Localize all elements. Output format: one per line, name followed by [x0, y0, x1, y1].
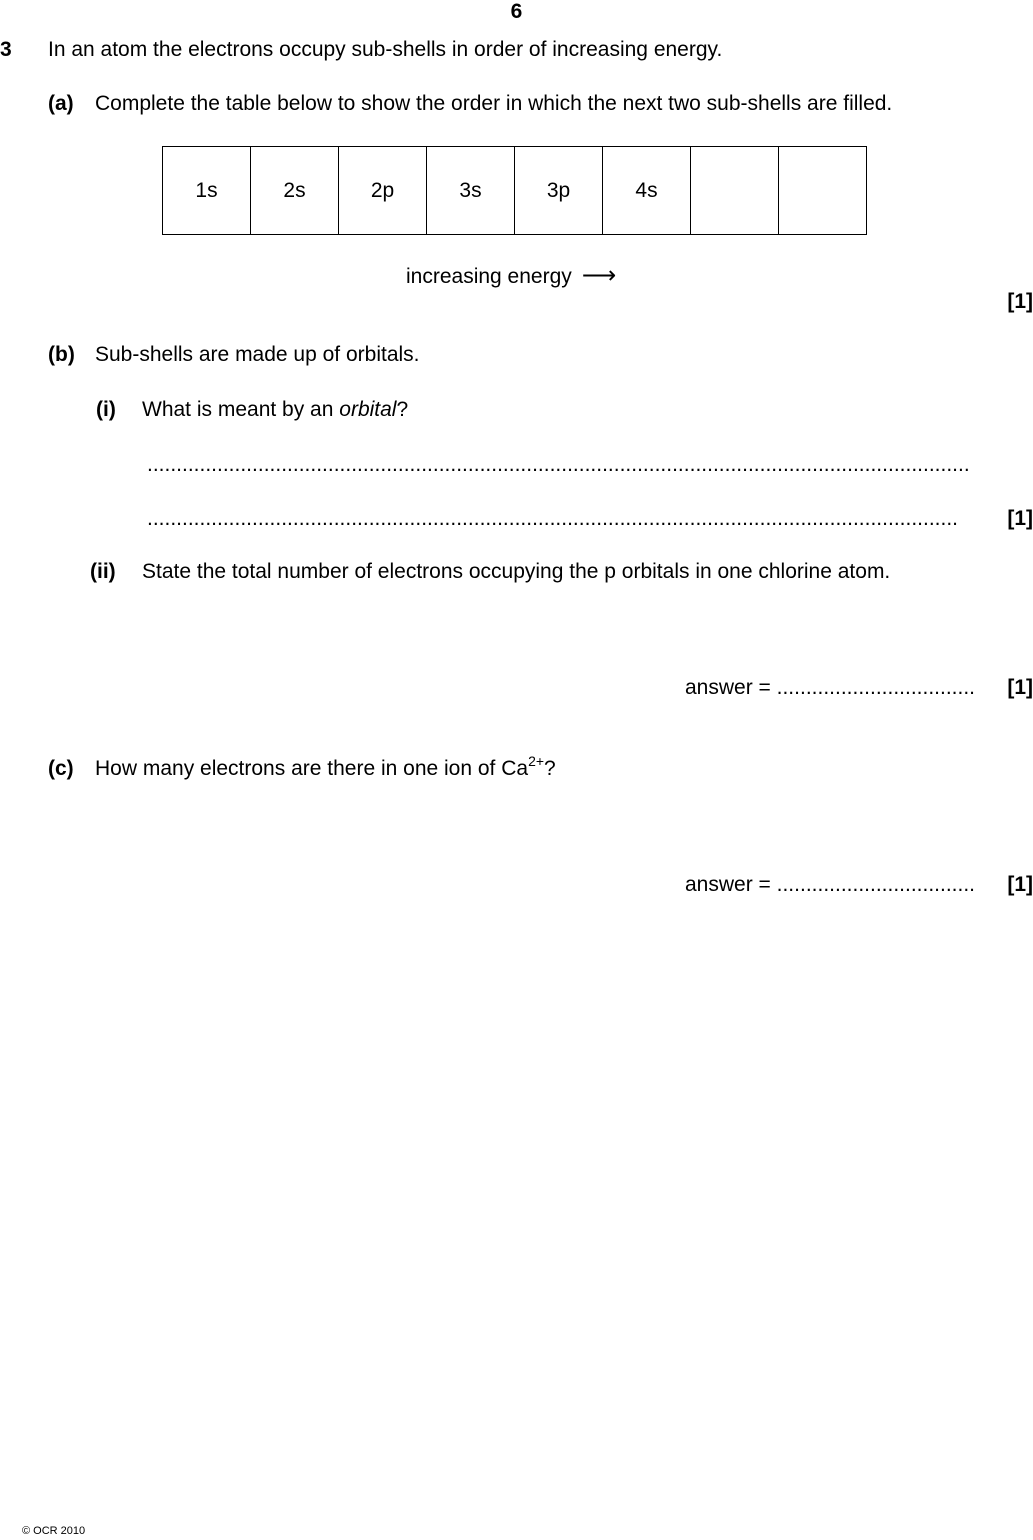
- subshell-cell-3: 2p: [339, 147, 427, 235]
- part-a-label: (a): [48, 92, 74, 115]
- part-b-i-label: (i): [96, 398, 116, 421]
- part-b-i-text: What is meant by an orbital?: [142, 398, 409, 421]
- part-a-text: Complete the table below to show the order in which the next two sub-shells are filled.: [95, 92, 893, 115]
- charge-superscript: 2+: [528, 753, 545, 769]
- subshell-answer-cell-1[interactable]: [691, 147, 779, 235]
- part-b-text: Sub-shells are made up of orbitals.: [95, 343, 420, 366]
- part-b-label: (b): [48, 343, 75, 366]
- energy-axis: [406, 261, 616, 290]
- answer-line-b-i-2[interactable]: ...........................................................................................................................................: [147, 507, 958, 530]
- part-c-marks: [1]: [1007, 873, 1033, 896]
- part-a-marks: [1]: [1007, 290, 1033, 313]
- right-arrow-icon: ⟶: [581, 262, 617, 289]
- part-b-ii-label: (ii): [90, 560, 116, 583]
- question-number: 3: [0, 38, 12, 61]
- part-b-ii-marks: [1]: [1007, 676, 1033, 699]
- answer-field-c[interactable]: ..................................: [776, 873, 976, 896]
- page-number: 6: [510, 0, 523, 23]
- answer-label: answer =: [685, 676, 777, 699]
- part-c-text: How many electrons are there in one ion of $Ca^{2+}$?: [95, 753, 556, 780]
- answer-field-b-ii[interactable]: ..................................: [776, 676, 976, 699]
- subshell-cell-2: 2s: [251, 147, 339, 235]
- part-b-i-marks: [1]: [1007, 507, 1033, 530]
- subshell-cell-6: 4s: [603, 147, 691, 235]
- subshell-cell-4: 3s: [427, 147, 515, 235]
- subshell-cell-5: 3p: [515, 147, 603, 235]
- part-c-label: (c): [48, 757, 74, 780]
- subshell-cell-1: 1s: [163, 147, 251, 235]
- answer-b-ii: [685, 676, 975, 700]
- part-b-ii-text: State the total number of electrons occupying the p orbitals in one chlorine atom.: [142, 560, 891, 583]
- question-stem: In an atom the electrons occupy sub-shells in order of increasing energy.: [48, 38, 723, 61]
- answer-line-b-i-1[interactable]: .............................................................................................................................................: [147, 453, 970, 476]
- subshell-table: [162, 146, 867, 235]
- answer-c: [685, 873, 975, 897]
- copyright-footer: © OCR 2010: [22, 1525, 86, 1537]
- orbital-term: orbital: [339, 398, 397, 421]
- subshell-answer-cell-2[interactable]: [779, 147, 867, 235]
- energy-axis-label: increasing energy: [406, 265, 572, 288]
- answer-label: answer =: [685, 873, 777, 896]
